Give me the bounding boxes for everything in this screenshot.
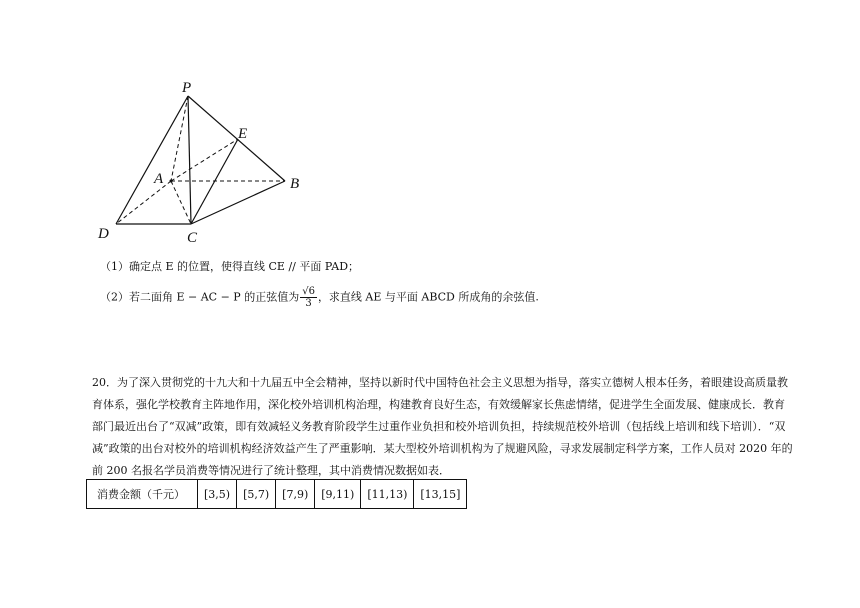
q20-line: 部门最近出台了“双减”政策，即有效减轻义务教育阶段学生过重作业负担和校外培训负担，持续规范校外培训（包括线上培训和线下培训）．“双 — [92, 420, 786, 433]
q20-paragraph — [92, 372, 793, 482]
table-row — [87, 480, 467, 509]
q20-line: 减”政策的出台对校外的培训机构经济效益产生了严重影响．某大型校外培训机构为了规避风险，寻求发展制定科学方案，工作人员对 2020 年的 — [92, 442, 793, 455]
fraction-numerator: √6 — [302, 286, 315, 297]
q20-line: 育体系，强化学校教育主阵地作用，深化校外培训机构治理，构建教育良好生态，有效缓解家长焦虑情绪，促进学生全面发展、健康成长．教育 — [92, 398, 785, 411]
q19-part1: （1）确定点 E 的位置，使得直线 CE // 平面 PAD； — [100, 260, 360, 273]
table-cell: [13,15] — [414, 480, 467, 509]
label-E: E — [238, 126, 248, 142]
point-A-dot — [170, 180, 173, 183]
segment-AC — [171, 181, 191, 224]
sine-value-fraction — [300, 286, 317, 309]
q20-line: 前 200 名报名学员消费等情况进行了统计整理，其中消费情况数据如表． — [92, 464, 450, 477]
edge-PC — [188, 96, 191, 224]
table-cell: [3,5) — [198, 480, 237, 509]
q20-line: 20．为了深入贯彻党的十九大和十九届五中全会精神，坚持以新时代中国特色社会主义思想为指导，落实立德树人根本任务，着眼建设高质量教 — [92, 376, 788, 389]
table-cell: [9,11) — [315, 480, 361, 509]
q19-part2 — [100, 286, 539, 309]
label-D: D — [98, 226, 109, 242]
edge-PD — [116, 96, 188, 224]
pyramid-diagram — [92, 78, 322, 248]
edge-PB — [188, 96, 285, 181]
edge-PA — [171, 96, 188, 181]
label-A: A — [154, 171, 164, 187]
label-P: P — [182, 80, 192, 96]
fraction-denominator: 3 — [305, 298, 312, 309]
table-header-cell: 消费金额（千元） — [87, 480, 198, 509]
q19-part2-before: （2）若二面角 E − AC − P 的正弦值为 — [100, 290, 300, 304]
table-cell: [11,13) — [361, 480, 414, 509]
table-cell: [7,9) — [276, 480, 315, 509]
label-C: C — [187, 230, 198, 246]
edge-CB — [191, 181, 285, 224]
segment-AE — [171, 139, 238, 181]
table-cell: [5,7) — [237, 480, 276, 509]
consumption-table — [86, 479, 467, 509]
q19-part2-after: ，求直线 AE 与平面 ABCD 所成角的余弦值. — [317, 290, 539, 304]
label-B: B — [290, 176, 300, 192]
pyramid-figure — [92, 78, 322, 248]
edge-AD — [116, 181, 171, 224]
